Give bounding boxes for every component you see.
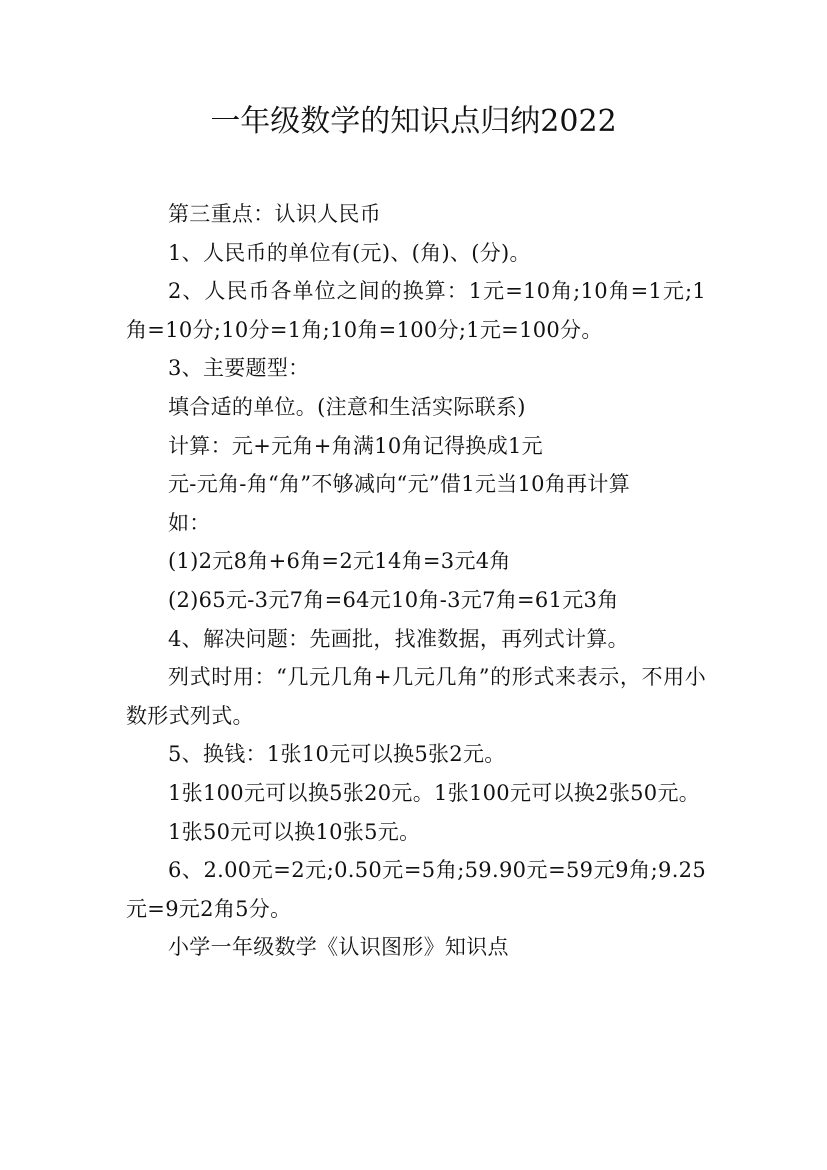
- paragraph: 第三重点：认识人民币: [168, 202, 381, 226]
- paragraph: 小学一年级数学《认识图形》知识点: [168, 935, 509, 960]
- paragraph: 5、换钱：1张10元可以换5张2元。: [168, 742, 506, 767]
- paragraph: (1)2元8角+6角=2元14角=3元4角: [168, 549, 511, 574]
- paragraph: 3、主要题型：: [168, 356, 310, 381]
- paragraph: 列式时用：“几元几角+几元几角”的形式来表示，不用小数形式列式。: [126, 665, 706, 728]
- paragraph: 计算：元+元角+角满10角记得换成1元: [168, 433, 543, 458]
- paragraph: 如：: [168, 510, 211, 535]
- document-body: [126, 195, 706, 967]
- paragraph: (2)65元-3元7角=64元10角-3元7角=61元3角: [168, 587, 619, 612]
- paragraph: 2、人民币各单位之间的换算：1元=10角;10角=1元;1角=10分;10分=1角;10角=100分;1元=100分。: [126, 279, 706, 342]
- paragraph: 元-元角-角“角”不够减向“元”借1元当10角再计算: [168, 472, 631, 497]
- paragraph: 1、人民币的单位有(元)、(角)、(分)。: [168, 240, 531, 265]
- paragraph: 6、2.00元=2元;0.50元=5角;59.90元=59元9角;9.25元=9元2角5分。: [126, 858, 706, 921]
- paragraph: 1张50元可以换10张5元。: [168, 819, 421, 844]
- document-title: 一年级数学的知识点归纳2022: [210, 104, 617, 139]
- paragraph: 1张100元可以换5张20元。1张100元可以换2张50元。: [168, 780, 701, 805]
- paragraph: 4、解决问题：先画批，找准数据，再列式计算。: [168, 626, 629, 651]
- paragraph: 填合适的单位。(注意和生活实际联系): [168, 394, 526, 419]
